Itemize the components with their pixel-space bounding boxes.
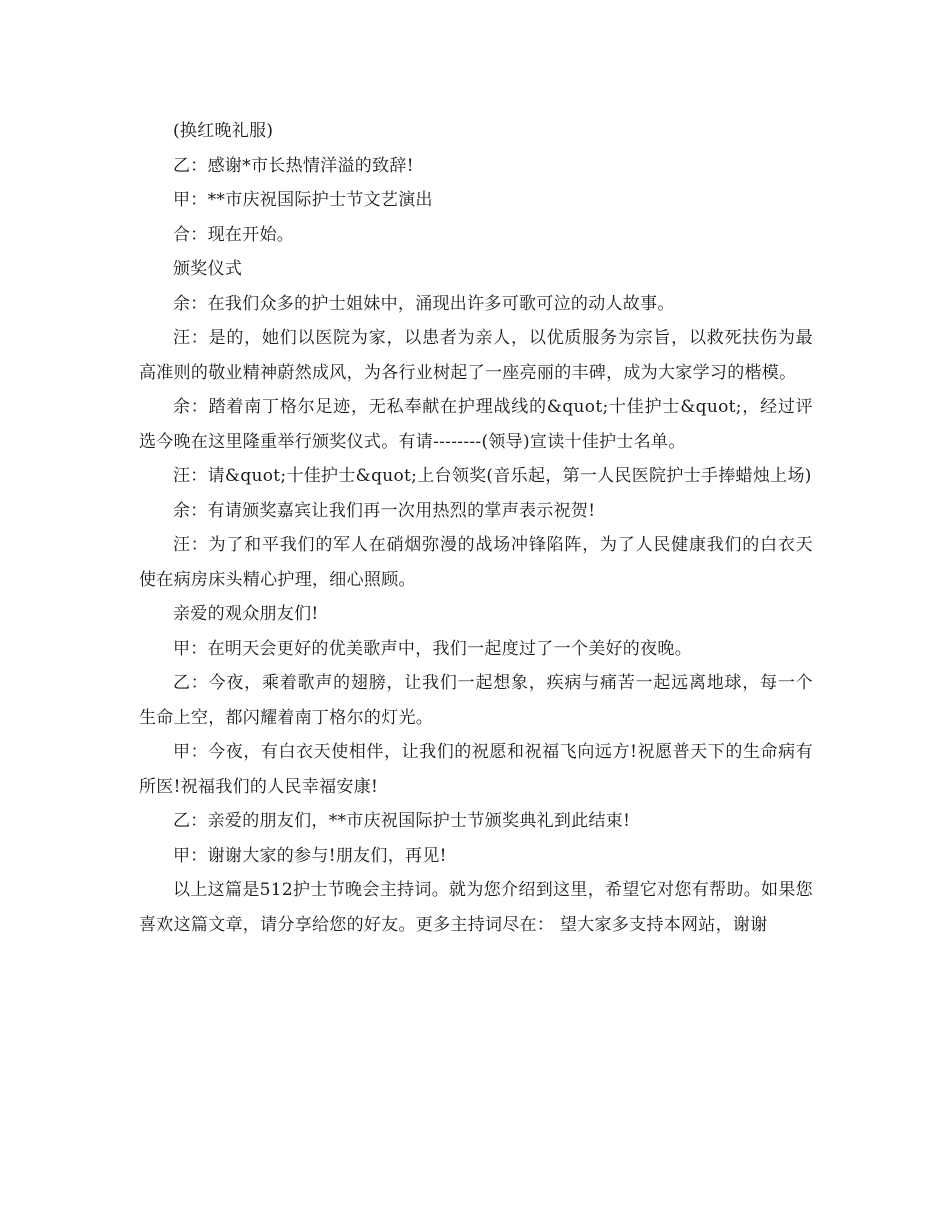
paragraph-line: 甲：在明天会更好的优美歌声中，我们一起度过了一个美好的夜晚。 (173, 638, 692, 659)
paragraph-line: 乙：感谢*市长热情洋溢的致辞! (173, 155, 414, 176)
paragraph-line: 乙：今夜，乘着歌声的翅膀，让我们一起想象，疾病与痛苦一起远离地球，每一个生命上空，都闪耀着南丁格尔的灯光。 (139, 673, 813, 728)
paragraph-line: 汪：是的，她们以医院为家，以患者为亲人，以优质服务为宗旨，以救死扶伤为最高准则的敬业精神蔚然成风，为各行业树起了一座亮丽的丰碑，成为大家学习的楷模。 (139, 328, 813, 383)
paragraph-line: 余：在我们众多的护士姐妹中，涌现出许多可歌可泣的动人故事。 (173, 293, 675, 314)
paragraph-line: 甲：**市庆祝国际护士节文艺演出 (173, 190, 433, 210)
paragraph-line: 亲爱的观众朋友们! (173, 604, 319, 624)
paragraph-line: 余：踏着南丁格尔足迹，无私奉献在护理战线的&quot;十佳护士&quot;，经过评选今晚在这里隆重举行颁奖仪式。有请--------(领导)宣读十佳护士名单。 (139, 397, 813, 452)
paragraph-line: 甲：谢谢大家的参与!朋友们，再见! (173, 845, 447, 866)
paragraph-stage-direction: (换红晚礼服) (173, 121, 274, 141)
paragraph-line: 汪：为了和平我们的军人在硝烟弥漫的战场冲锋陷阵，为了人民健康我们的白衣天使在病房床头精心护理，细心照顾。 (139, 535, 813, 590)
section-heading: 颁奖仪式 (173, 259, 243, 279)
paragraph-line: 乙：亲爱的朋友们，**市庆祝国际护士节颁奖典礼到此结束! (173, 811, 631, 831)
paragraph-line: 合：现在开始。 (173, 224, 295, 245)
paragraph-line: 余：有请颁奖嘉宾让我们再一次用热烈的掌声表示祝贺! (173, 500, 596, 521)
paragraph-line: 汪：请&quot;十佳护士&quot;上台领奖(音乐起，第一人民医院护士手捧蜡烛上场) (173, 466, 812, 486)
paragraph-closing: 以上这篇是512护士节晚会主持词。就为您介绍到这里，希望它对您有帮助。如果您喜欢这篇文章，请分享给您的好友。更多主持词尽在： 望大家多支持本网站，谢谢 (139, 880, 813, 935)
paragraph-line: 甲：今夜，有白衣天使相伴，让我们的祝愿和祝福飞向远方!祝愿普天下的生命病有所医!祝福我们的人民幸福安康! (139, 742, 813, 797)
document-page (139, 114, 813, 942)
